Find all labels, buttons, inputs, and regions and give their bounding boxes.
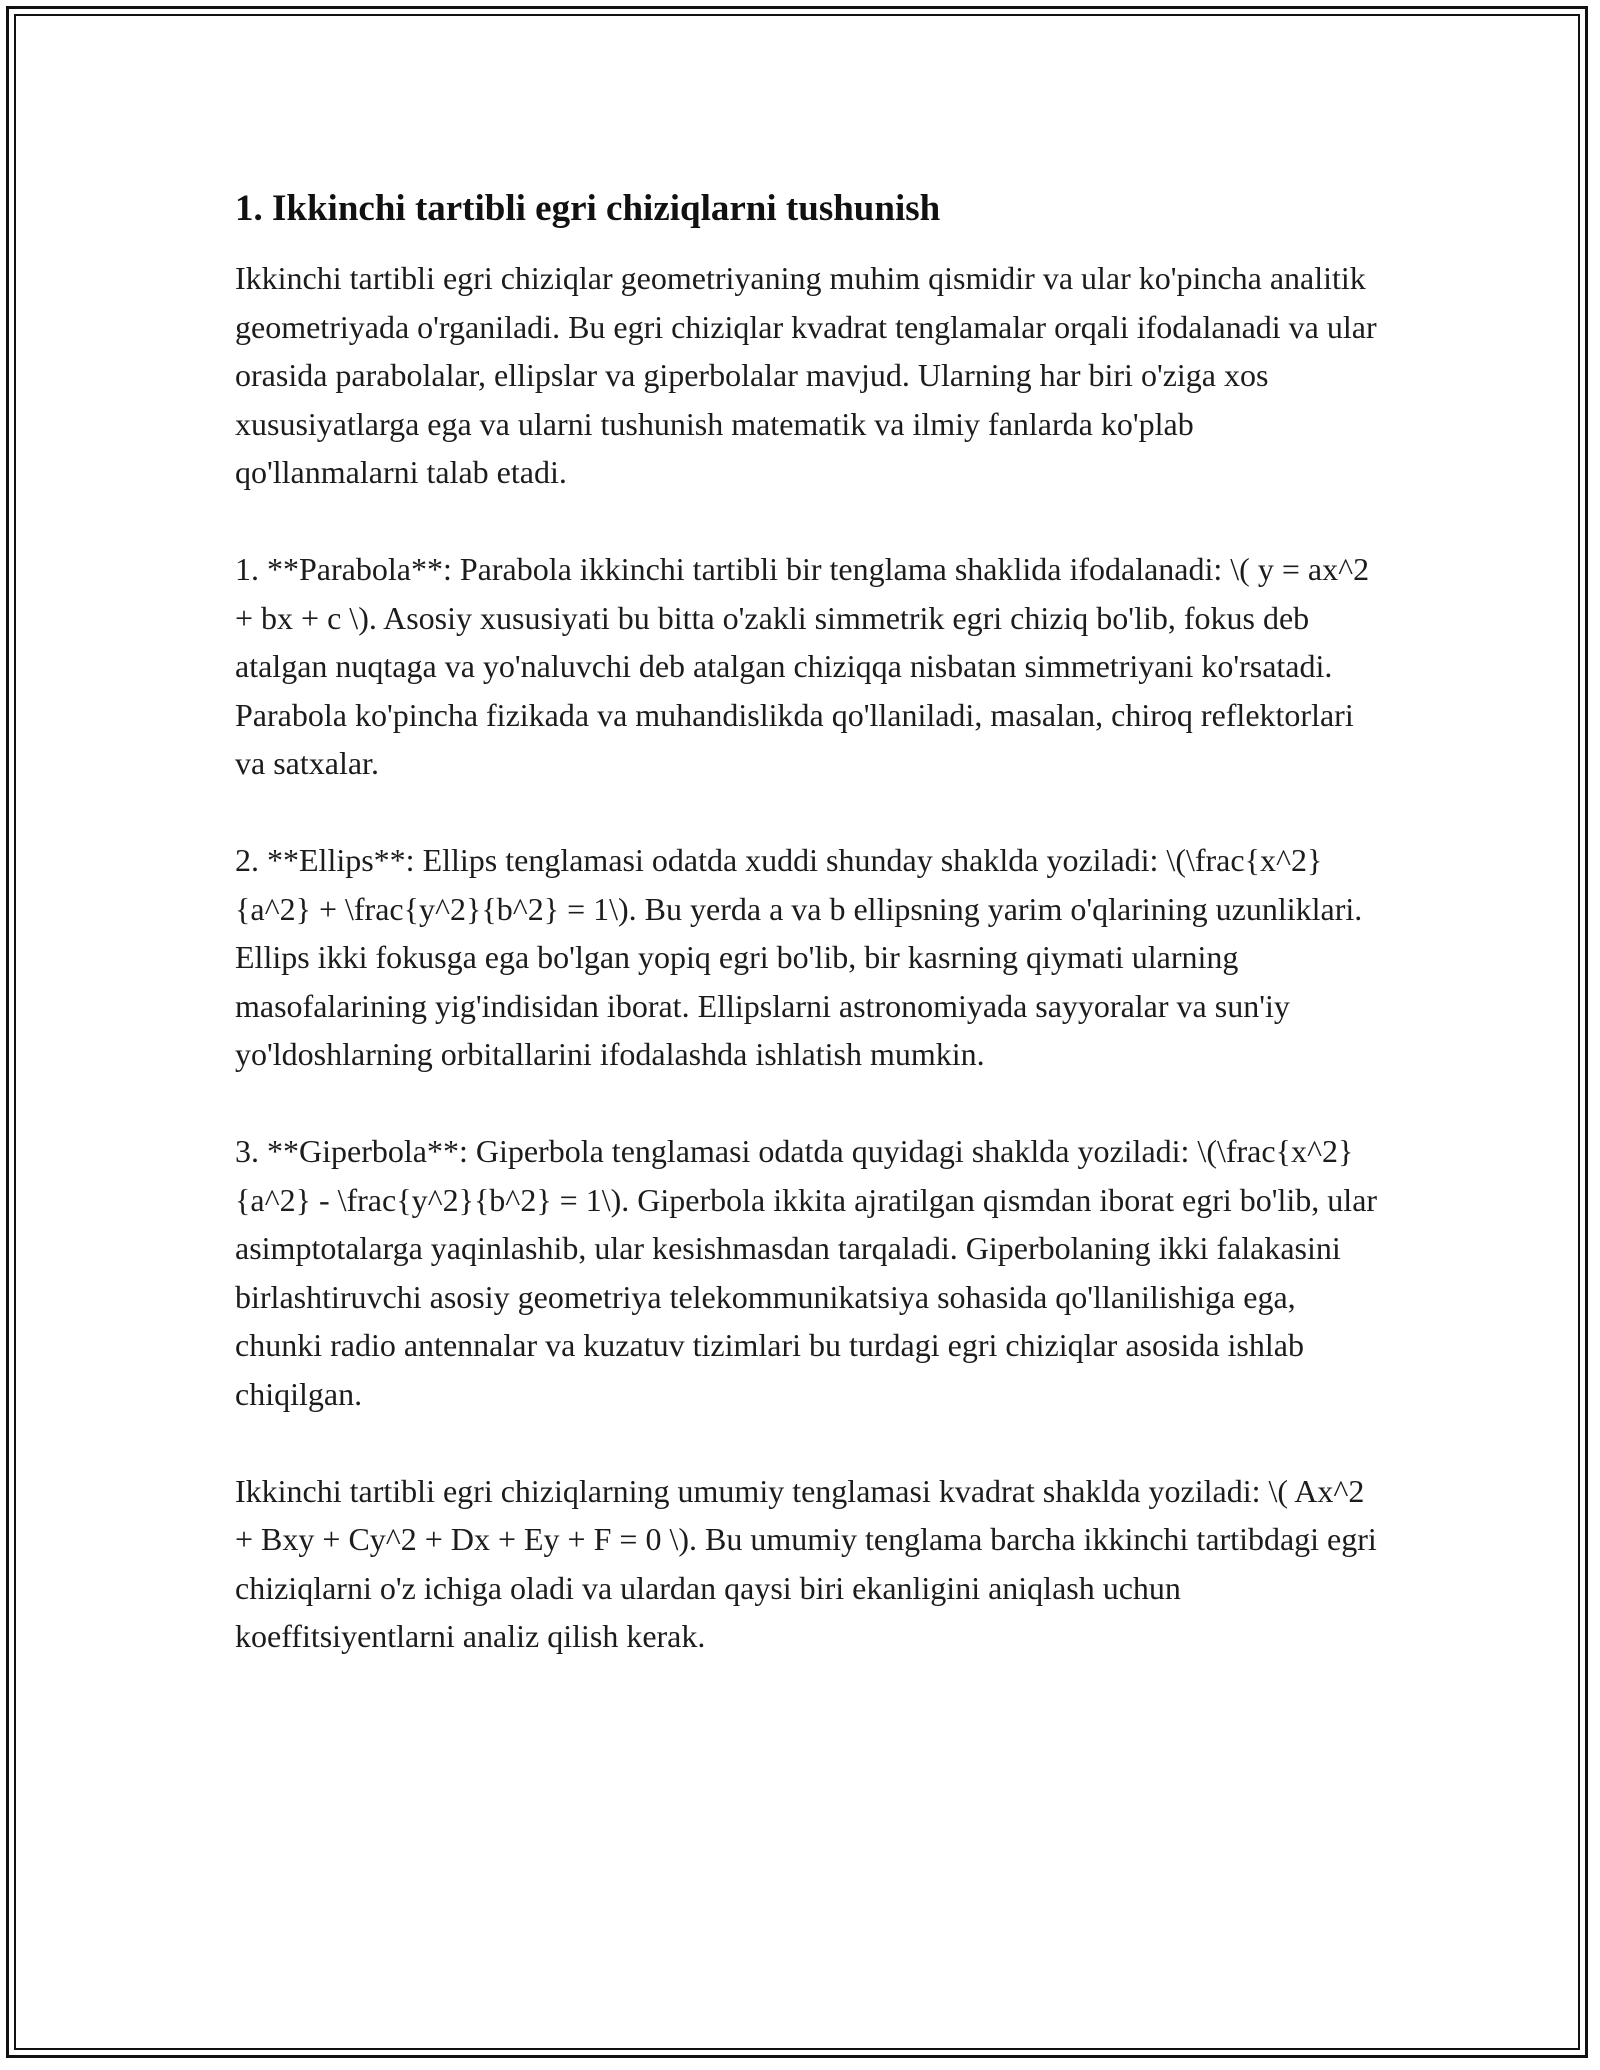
hyperbola-paragraph: 3. **Giperbola**: Giperbola tenglamasi odatda quyidagi shaklda yoziladi: \(\frac{x^2}{a^2} - \frac{y^2}{b^2} = 1\). Giperbola ikkita ajratilgan qismdan iborat egri bo'lib, ular asimptotalarga yaqinlashib, ular kesishmasdan tarqaladi. Giperbolaning ikki falakasini birlashtiruvchi asosiy geometriya telekommunikatsiya sohasida qo'llanilishiga ega, chunki radio antennalar va kuzatuv tizimlari bu turdagi egri chiziqlar asosida ishlab chiqilgan. [235,1133,1378,1412]
general-equation-paragraph: Ikkinchi tartibli egri chiziqlarning umumiy tenglamasi kvadrat shaklda yoziladi: \( Ax^2 + Bxy + Cy^2 + Dx + Ey + F = 0 \). Bu umumiy tenglama barcha ikkinchi tartibdagi egri chiziqlarni o'z ichiga oladi va ulardan qaysi biri ekanligini aniqlash uchun koeffitsiyentlarni analiz qilish kerak. [235,1472,1377,1654]
intro-paragraph: Ikkinchi tartibli egri chiziqlar geometriyaning muhim qismidir va ular ko'pincha analitik geometriyada o'rganiladi. Bu egri chiziqlar kvadrat tenglamalar orqali ifodalanadi va ular orasida parabolalar, ellipslar va giperbolalar mavjud. Ularning har biri o'ziga xos xususiyatlarga ega va ularni tushunish matematik va ilmiy fanlarda ko'plab qo'llanmalarni talab etadi. [235,260,1377,490]
ellipse-paragraph: 2. **Ellips**: Ellips tenglamasi odatda xuddi shunday shaklda yoziladi: \(\frac{x^2}{a^2} + \frac{y^2}{b^2} = 1\). Bu yerda a va b ellipsning yarim o'qlarining uzunliklari. Ellips ikki fokusga ega bo'lgan yopiq egri bo'lib, bir kasrning qiymati ularning masofalarining yig'indisidan iborat. Ellipslarni astronomiyada sayyoralar va sun'iy yo'ldoshlarning orbitallarini ifodalashda ishlatish mumkin. [235,842,1363,1072]
page-title: 1. Ikkinchi tartibli egri chiziqlarni tushunish [235,188,941,229]
parabola-paragraph: 1. **Parabola**: Parabola ikkinchi tartibli bir tenglama shaklida ifodalanadi: \( y = ax^2 + bx + c \). Asosiy xususiyati bu bitta o'zakli simmetrik egri chiziq bo'lib, fokus deb atalgan nuqtaga va yo'naluvchi deb atalgan chiziqqa nisbatan simmetriyani ko'rsatadi. Parabola ko'pincha fizikada va muhandislikda qo'llaniladi, masalan, chiroq reflektorlari va satxalar. [235,551,1370,781]
document-content [235,186,1385,1661]
